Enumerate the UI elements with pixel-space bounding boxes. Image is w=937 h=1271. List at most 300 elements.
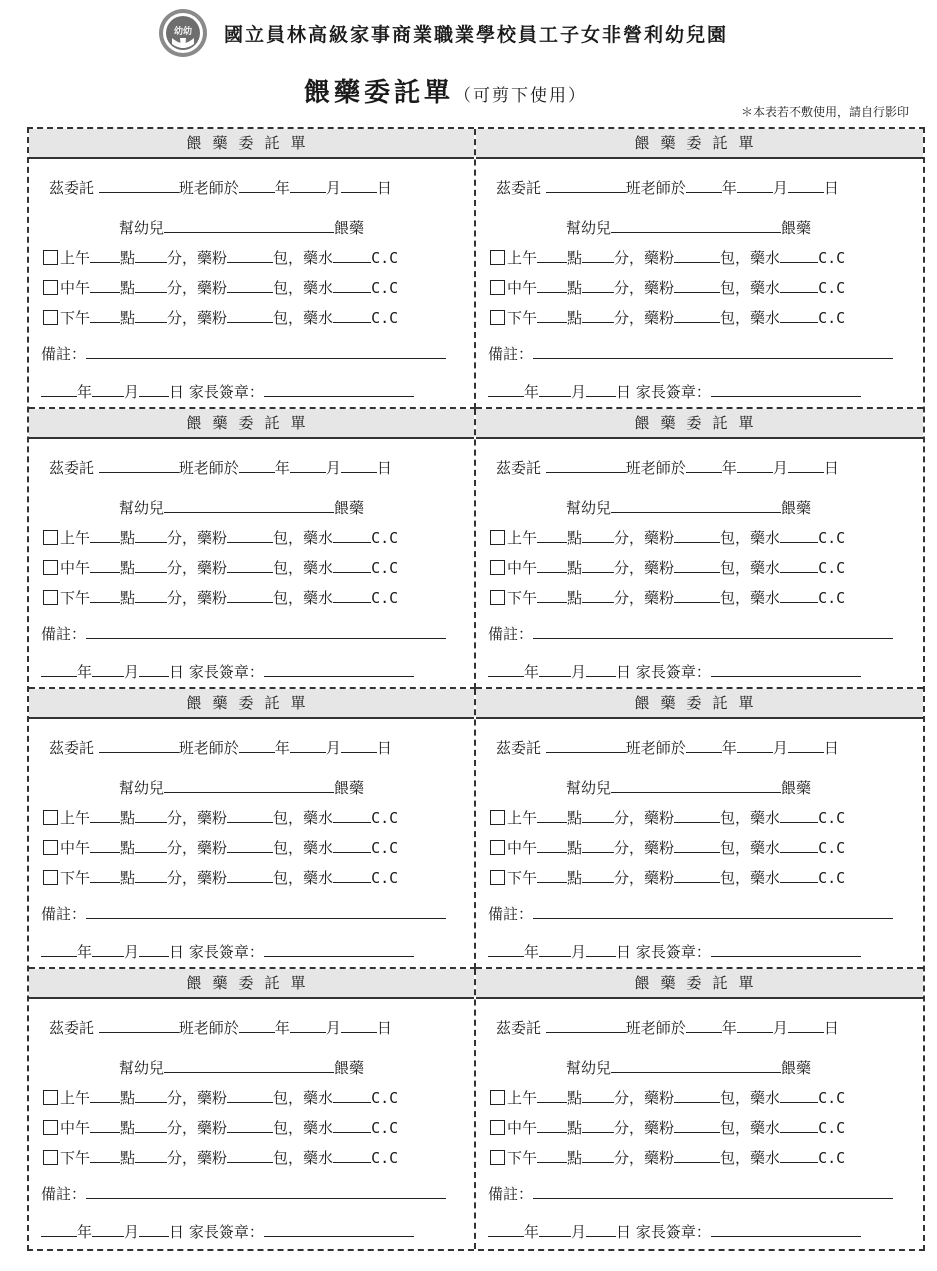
year-label: 年 (77, 663, 93, 681)
month-blank[interactable] (290, 178, 326, 193)
morning-checkbox[interactable] (43, 810, 58, 825)
liquid-blank[interactable] (780, 1148, 818, 1163)
month-blank[interactable] (737, 458, 773, 473)
dose-line-afternoon (43, 307, 398, 328)
remark-blank[interactable] (533, 1184, 893, 1199)
minute-blank[interactable] (582, 1118, 614, 1133)
month-blank[interactable] (737, 738, 773, 753)
year-blank[interactable] (239, 178, 275, 193)
hour-blank[interactable] (537, 558, 567, 573)
month-label: 月 (124, 943, 140, 961)
packet-label: 包，藥水 (273, 559, 334, 577)
child-name-blank[interactable] (164, 1058, 334, 1073)
month-blank[interactable] (737, 1018, 773, 1033)
class-blank[interactable] (546, 738, 626, 753)
packet-label: 包，藥水 (273, 279, 334, 297)
powder-blank[interactable] (674, 1088, 720, 1103)
class-blank[interactable] (546, 178, 626, 193)
noon-checkbox[interactable] (43, 840, 58, 855)
year-blank[interactable] (239, 738, 275, 753)
hour-blank[interactable] (90, 1148, 120, 1163)
sign-day-blank[interactable] (139, 662, 169, 677)
afternoon-checkbox[interactable] (43, 590, 58, 605)
feed-label: 餵藥 (334, 1059, 365, 1077)
powder-blank[interactable] (674, 868, 720, 883)
powder-blank[interactable] (674, 278, 720, 293)
liquid-blank[interactable] (780, 1118, 818, 1133)
signature-line (41, 661, 414, 682)
hour-blank[interactable] (90, 248, 120, 263)
remark-label: 備註： (41, 625, 87, 643)
minute-blank[interactable] (582, 248, 614, 263)
minute-blank[interactable] (135, 1088, 167, 1103)
day-blank[interactable] (341, 458, 377, 473)
powder-blank[interactable] (227, 558, 273, 573)
liquid-blank[interactable] (333, 278, 371, 293)
dose-line-morning (43, 807, 398, 828)
sign-month-blank[interactable] (92, 942, 124, 957)
parent-sign-label: 家長簽章： (188, 943, 264, 961)
liquid-blank[interactable] (333, 1148, 371, 1163)
powder-blank[interactable] (674, 1118, 720, 1133)
liquid-blank[interactable] (780, 278, 818, 293)
liquid-blank[interactable] (333, 558, 371, 573)
minute-blank[interactable] (135, 558, 167, 573)
hour-blank[interactable] (90, 808, 120, 823)
minute-label: 分，藥粉 (614, 279, 675, 297)
hour-label: 點 (120, 1089, 136, 1107)
sign-year-blank[interactable] (488, 382, 524, 397)
morning-checkbox[interactable] (490, 810, 505, 825)
liquid-blank[interactable] (333, 588, 371, 603)
minute-blank[interactable] (135, 808, 167, 823)
entrust-label: 茲委託 (496, 179, 542, 197)
dose-line-noon (490, 277, 845, 298)
child-name-blank[interactable] (611, 218, 781, 233)
hour-blank[interactable] (537, 1088, 567, 1103)
sign-day-blank[interactable] (586, 662, 616, 677)
parent-signature-blank[interactable] (711, 1222, 861, 1237)
liquid-blank[interactable] (780, 588, 818, 603)
child-name-blank[interactable] (164, 498, 334, 513)
entrust-line (49, 457, 392, 478)
class-blank[interactable] (546, 458, 626, 473)
liquid-blank[interactable] (780, 838, 818, 853)
hour-blank[interactable] (537, 868, 567, 883)
sign-month-blank[interactable] (92, 382, 124, 397)
powder-blank[interactable] (674, 808, 720, 823)
child-label: 幫幼兒 (566, 219, 612, 237)
liquid-blank[interactable] (780, 808, 818, 823)
month-label: 月 (325, 739, 341, 757)
parent-signature-blank[interactable] (264, 1222, 414, 1237)
year-blank[interactable] (686, 738, 722, 753)
liquid-blank[interactable] (333, 838, 371, 853)
minute-blank[interactable] (582, 868, 614, 883)
remark-blank[interactable] (533, 344, 893, 359)
hour-blank[interactable] (537, 838, 567, 853)
parent-signature-blank[interactable] (264, 382, 414, 397)
liquid-blank[interactable] (780, 308, 818, 323)
page-title (304, 72, 587, 109)
child-name-blank[interactable] (164, 218, 334, 233)
dose-period-label: 上午 (507, 1089, 538, 1107)
morning-checkbox[interactable] (490, 1090, 505, 1105)
parent-signature-blank[interactable] (264, 662, 414, 677)
medication-form (29, 409, 476, 689)
cc-label: C.C (818, 809, 846, 827)
liquid-blank[interactable] (780, 528, 818, 543)
cc-label: C.C (371, 559, 399, 577)
minute-blank[interactable] (135, 248, 167, 263)
hour-label: 點 (567, 809, 583, 827)
cc-label: C.C (371, 279, 399, 297)
sign-month-blank[interactable] (539, 662, 571, 677)
minute-blank[interactable] (582, 838, 614, 853)
remark-label: 備註： (488, 1185, 534, 1203)
dose-period-label: 中午 (507, 839, 538, 857)
sign-day-blank[interactable] (139, 1222, 169, 1237)
packet-label: 包，藥水 (720, 559, 781, 577)
powder-blank[interactable] (227, 868, 273, 883)
powder-blank[interactable] (227, 248, 273, 263)
liquid-blank[interactable] (333, 1088, 371, 1103)
liquid-blank[interactable] (780, 248, 818, 263)
powder-blank[interactable] (674, 588, 720, 603)
cc-label: C.C (371, 1119, 399, 1137)
minute-blank[interactable] (582, 588, 614, 603)
minute-blank[interactable] (582, 528, 614, 543)
powder-blank[interactable] (674, 528, 720, 543)
parent-signature-blank[interactable] (264, 942, 414, 957)
day-blank[interactable] (341, 1018, 377, 1033)
day-label: 日 (823, 459, 839, 477)
hour-label: 點 (120, 589, 136, 607)
class-blank[interactable] (99, 738, 179, 753)
remark-blank[interactable] (86, 624, 446, 639)
hour-label: 點 (120, 1119, 136, 1137)
sign-month-blank[interactable] (539, 942, 571, 957)
cc-label: C.C (818, 249, 846, 267)
year-blank[interactable] (686, 178, 722, 193)
noon-checkbox[interactable] (43, 280, 58, 295)
liquid-blank[interactable] (333, 528, 371, 543)
parent-sign-label: 家長簽章： (188, 383, 264, 401)
morning-checkbox[interactable] (43, 1090, 58, 1105)
child-line (566, 777, 811, 798)
hour-blank[interactable] (90, 1118, 120, 1133)
day-label: 日 (616, 943, 632, 961)
dose-line-noon (43, 277, 398, 298)
child-name-blank[interactable] (164, 778, 334, 793)
morning-checkbox[interactable] (490, 530, 505, 545)
hour-label: 點 (567, 1149, 583, 1167)
dose-line-morning (43, 247, 398, 268)
sign-day-blank[interactable] (139, 382, 169, 397)
dose-period-label: 上午 (507, 809, 538, 827)
month-blank[interactable] (290, 1018, 326, 1033)
dose-period-label: 下午 (60, 309, 91, 327)
dose-line-morning (43, 1087, 398, 1108)
minute-blank[interactable] (582, 808, 614, 823)
sign-day-blank[interactable] (586, 382, 616, 397)
afternoon-checkbox[interactable] (43, 310, 58, 325)
minute-blank[interactable] (582, 558, 614, 573)
teacher-label: 班老師於 (178, 739, 239, 757)
powder-blank[interactable] (227, 278, 273, 293)
packet-label: 包，藥水 (273, 529, 334, 547)
hour-blank[interactable] (90, 588, 120, 603)
minute-blank[interactable] (582, 278, 614, 293)
hour-label: 點 (567, 869, 583, 887)
minute-blank[interactable] (135, 838, 167, 853)
child-line (566, 1057, 811, 1078)
hour-blank[interactable] (90, 868, 120, 883)
packet-label: 包，藥水 (720, 279, 781, 297)
afternoon-checkbox[interactable] (43, 870, 58, 885)
packet-label: 包，藥水 (273, 1089, 334, 1107)
afternoon-checkbox[interactable] (490, 870, 505, 885)
child-label: 幫幼兒 (119, 779, 165, 797)
noon-checkbox[interactable] (43, 560, 58, 575)
remark-blank[interactable] (533, 624, 893, 639)
afternoon-checkbox[interactable] (490, 1150, 505, 1165)
cc-label: C.C (818, 589, 846, 607)
sign-day-blank[interactable] (139, 942, 169, 957)
remark-blank[interactable] (86, 1184, 446, 1199)
powder-blank[interactable] (227, 1118, 273, 1133)
month-label: 月 (772, 459, 788, 477)
copy-note: ＊本表若不敷使用，請自行影印 (740, 105, 909, 119)
hour-blank[interactable] (90, 1088, 120, 1103)
minute-blank[interactable] (135, 528, 167, 543)
remark-label: 備註： (488, 345, 534, 363)
noon-checkbox[interactable] (490, 840, 505, 855)
sign-month-blank[interactable] (92, 662, 124, 677)
class-blank[interactable] (546, 1018, 626, 1033)
minute-blank[interactable] (582, 1148, 614, 1163)
powder-blank[interactable] (674, 308, 720, 323)
hour-blank[interactable] (90, 558, 120, 573)
liquid-blank[interactable] (780, 868, 818, 883)
hour-label: 點 (567, 279, 583, 297)
packet-label: 包，藥水 (720, 1149, 781, 1167)
dose-period-label: 中午 (507, 279, 538, 297)
day-blank[interactable] (341, 178, 377, 193)
liquid-blank[interactable] (333, 808, 371, 823)
dose-period-label: 下午 (60, 589, 91, 607)
morning-checkbox[interactable] (43, 250, 58, 265)
month-label: 月 (772, 1019, 788, 1037)
packet-label: 包，藥水 (720, 1119, 781, 1137)
class-blank[interactable] (99, 178, 179, 193)
liquid-blank[interactable] (780, 558, 818, 573)
hour-blank[interactable] (90, 278, 120, 293)
day-blank[interactable] (788, 1018, 824, 1033)
form-title: 餵藥委託單 (29, 409, 474, 439)
school-name: 國立員林高級家事商業職業學校員工子女非營利幼兒園 (224, 24, 729, 46)
hour-label: 點 (567, 1119, 583, 1137)
day-blank[interactable] (788, 458, 824, 473)
entrust-line (496, 457, 839, 478)
year-blank[interactable] (686, 1018, 722, 1033)
powder-blank[interactable] (227, 838, 273, 853)
dose-line-morning (490, 807, 845, 828)
month-label: 月 (571, 663, 587, 681)
morning-checkbox[interactable] (490, 250, 505, 265)
form-title: 餵藥委託單 (29, 129, 474, 159)
noon-checkbox[interactable] (490, 560, 505, 575)
hour-label: 點 (120, 279, 136, 297)
year-blank[interactable] (239, 1018, 275, 1033)
powder-blank[interactable] (227, 528, 273, 543)
sign-year-blank[interactable] (41, 942, 77, 957)
day-label: 日 (616, 663, 632, 681)
child-name-blank[interactable] (611, 778, 781, 793)
noon-checkbox[interactable] (490, 280, 505, 295)
remark-blank[interactable] (86, 904, 446, 919)
powder-blank[interactable] (227, 308, 273, 323)
liquid-blank[interactable] (333, 308, 371, 323)
child-name-blank[interactable] (611, 498, 781, 513)
hour-blank[interactable] (90, 528, 120, 543)
packet-label: 包，藥水 (273, 249, 334, 267)
noon-checkbox[interactable] (490, 1120, 505, 1135)
powder-blank[interactable] (674, 838, 720, 853)
entrust-label: 茲委託 (496, 739, 542, 757)
cc-label: C.C (818, 559, 846, 577)
dose-line-noon (490, 557, 845, 578)
hour-blank[interactable] (90, 308, 120, 323)
remark-line (488, 1183, 893, 1204)
remark-blank[interactable] (533, 904, 893, 919)
powder-blank[interactable] (227, 1148, 273, 1163)
sign-month-blank[interactable] (539, 1222, 571, 1237)
parent-signature-blank[interactable] (711, 942, 861, 957)
powder-blank[interactable] (227, 1088, 273, 1103)
hour-label: 點 (120, 529, 136, 547)
year-blank[interactable] (239, 458, 275, 473)
sign-year-blank[interactable] (488, 942, 524, 957)
afternoon-checkbox[interactable] (490, 590, 505, 605)
parent-signature-blank[interactable] (711, 382, 861, 397)
powder-blank[interactable] (227, 588, 273, 603)
month-blank[interactable] (290, 738, 326, 753)
hour-blank[interactable] (90, 838, 120, 853)
hour-blank[interactable] (537, 1118, 567, 1133)
sign-year-blank[interactable] (41, 1222, 77, 1237)
sign-month-blank[interactable] (539, 382, 571, 397)
minute-blank[interactable] (135, 1118, 167, 1133)
year-label: 年 (274, 739, 290, 757)
cc-label: C.C (818, 1149, 846, 1167)
hour-blank[interactable] (537, 528, 567, 543)
class-blank[interactable] (99, 1018, 179, 1033)
month-blank[interactable] (290, 458, 326, 473)
hour-blank[interactable] (537, 248, 567, 263)
afternoon-checkbox[interactable] (490, 310, 505, 325)
hour-label: 點 (120, 839, 136, 857)
dose-period-label: 中午 (60, 1119, 91, 1137)
hour-label: 點 (120, 1149, 136, 1167)
morning-checkbox[interactable] (43, 530, 58, 545)
child-label: 幫幼兒 (566, 1059, 612, 1077)
liquid-blank[interactable] (780, 1088, 818, 1103)
month-label: 月 (325, 179, 341, 197)
day-blank[interactable] (341, 738, 377, 753)
day-label: 日 (376, 1019, 392, 1037)
class-blank[interactable] (99, 458, 179, 473)
forms-grid (27, 127, 925, 1251)
packet-label: 包，藥水 (273, 1119, 334, 1137)
powder-blank[interactable] (674, 1148, 720, 1163)
afternoon-checkbox[interactable] (43, 1150, 58, 1165)
day-label: 日 (823, 1019, 839, 1037)
powder-blank[interactable] (674, 248, 720, 263)
form-title: 餵藥委託單 (476, 689, 923, 719)
minute-blank[interactable] (135, 588, 167, 603)
parent-signature-blank[interactable] (711, 662, 861, 677)
day-blank[interactable] (788, 738, 824, 753)
sign-year-blank[interactable] (488, 1222, 524, 1237)
remark-label: 備註： (488, 625, 534, 643)
year-blank[interactable] (686, 458, 722, 473)
liquid-blank[interactable] (333, 248, 371, 263)
minute-blank[interactable] (582, 308, 614, 323)
minute-blank[interactable] (135, 308, 167, 323)
day-label: 日 (376, 459, 392, 477)
hour-blank[interactable] (537, 808, 567, 823)
child-line (119, 1057, 364, 1078)
entrust-label: 茲委託 (49, 179, 95, 197)
sign-month-blank[interactable] (92, 1222, 124, 1237)
dose-line-afternoon (43, 1147, 398, 1168)
remark-line (488, 623, 893, 644)
minute-label: 分，藥粉 (167, 279, 228, 297)
minute-label: 分，藥粉 (614, 559, 675, 577)
minute-blank[interactable] (582, 1088, 614, 1103)
sign-year-blank[interactable] (41, 662, 77, 677)
hour-blank[interactable] (537, 1148, 567, 1163)
powder-blank[interactable] (227, 808, 273, 823)
teacher-label: 班老師於 (178, 1019, 239, 1037)
hour-blank[interactable] (537, 278, 567, 293)
remark-line (41, 343, 446, 364)
day-blank[interactable] (788, 178, 824, 193)
minute-blank[interactable] (135, 868, 167, 883)
powder-blank[interactable] (674, 558, 720, 573)
child-name-blank[interactable] (611, 1058, 781, 1073)
noon-checkbox[interactable] (43, 1120, 58, 1135)
packet-label: 包，藥水 (720, 589, 781, 607)
minute-blank[interactable] (135, 1148, 167, 1163)
remark-line (488, 903, 893, 924)
remark-blank[interactable] (86, 344, 446, 359)
liquid-blank[interactable] (333, 868, 371, 883)
sign-year-blank[interactable] (41, 382, 77, 397)
month-blank[interactable] (737, 178, 773, 193)
hour-blank[interactable] (537, 308, 567, 323)
liquid-blank[interactable] (333, 1118, 371, 1133)
sign-day-blank[interactable] (586, 1222, 616, 1237)
sign-year-blank[interactable] (488, 662, 524, 677)
cc-label: C.C (371, 869, 399, 887)
hour-label: 點 (567, 309, 583, 327)
sign-day-blank[interactable] (586, 942, 616, 957)
minute-blank[interactable] (135, 278, 167, 293)
hour-blank[interactable] (537, 588, 567, 603)
signature-line (488, 661, 861, 682)
